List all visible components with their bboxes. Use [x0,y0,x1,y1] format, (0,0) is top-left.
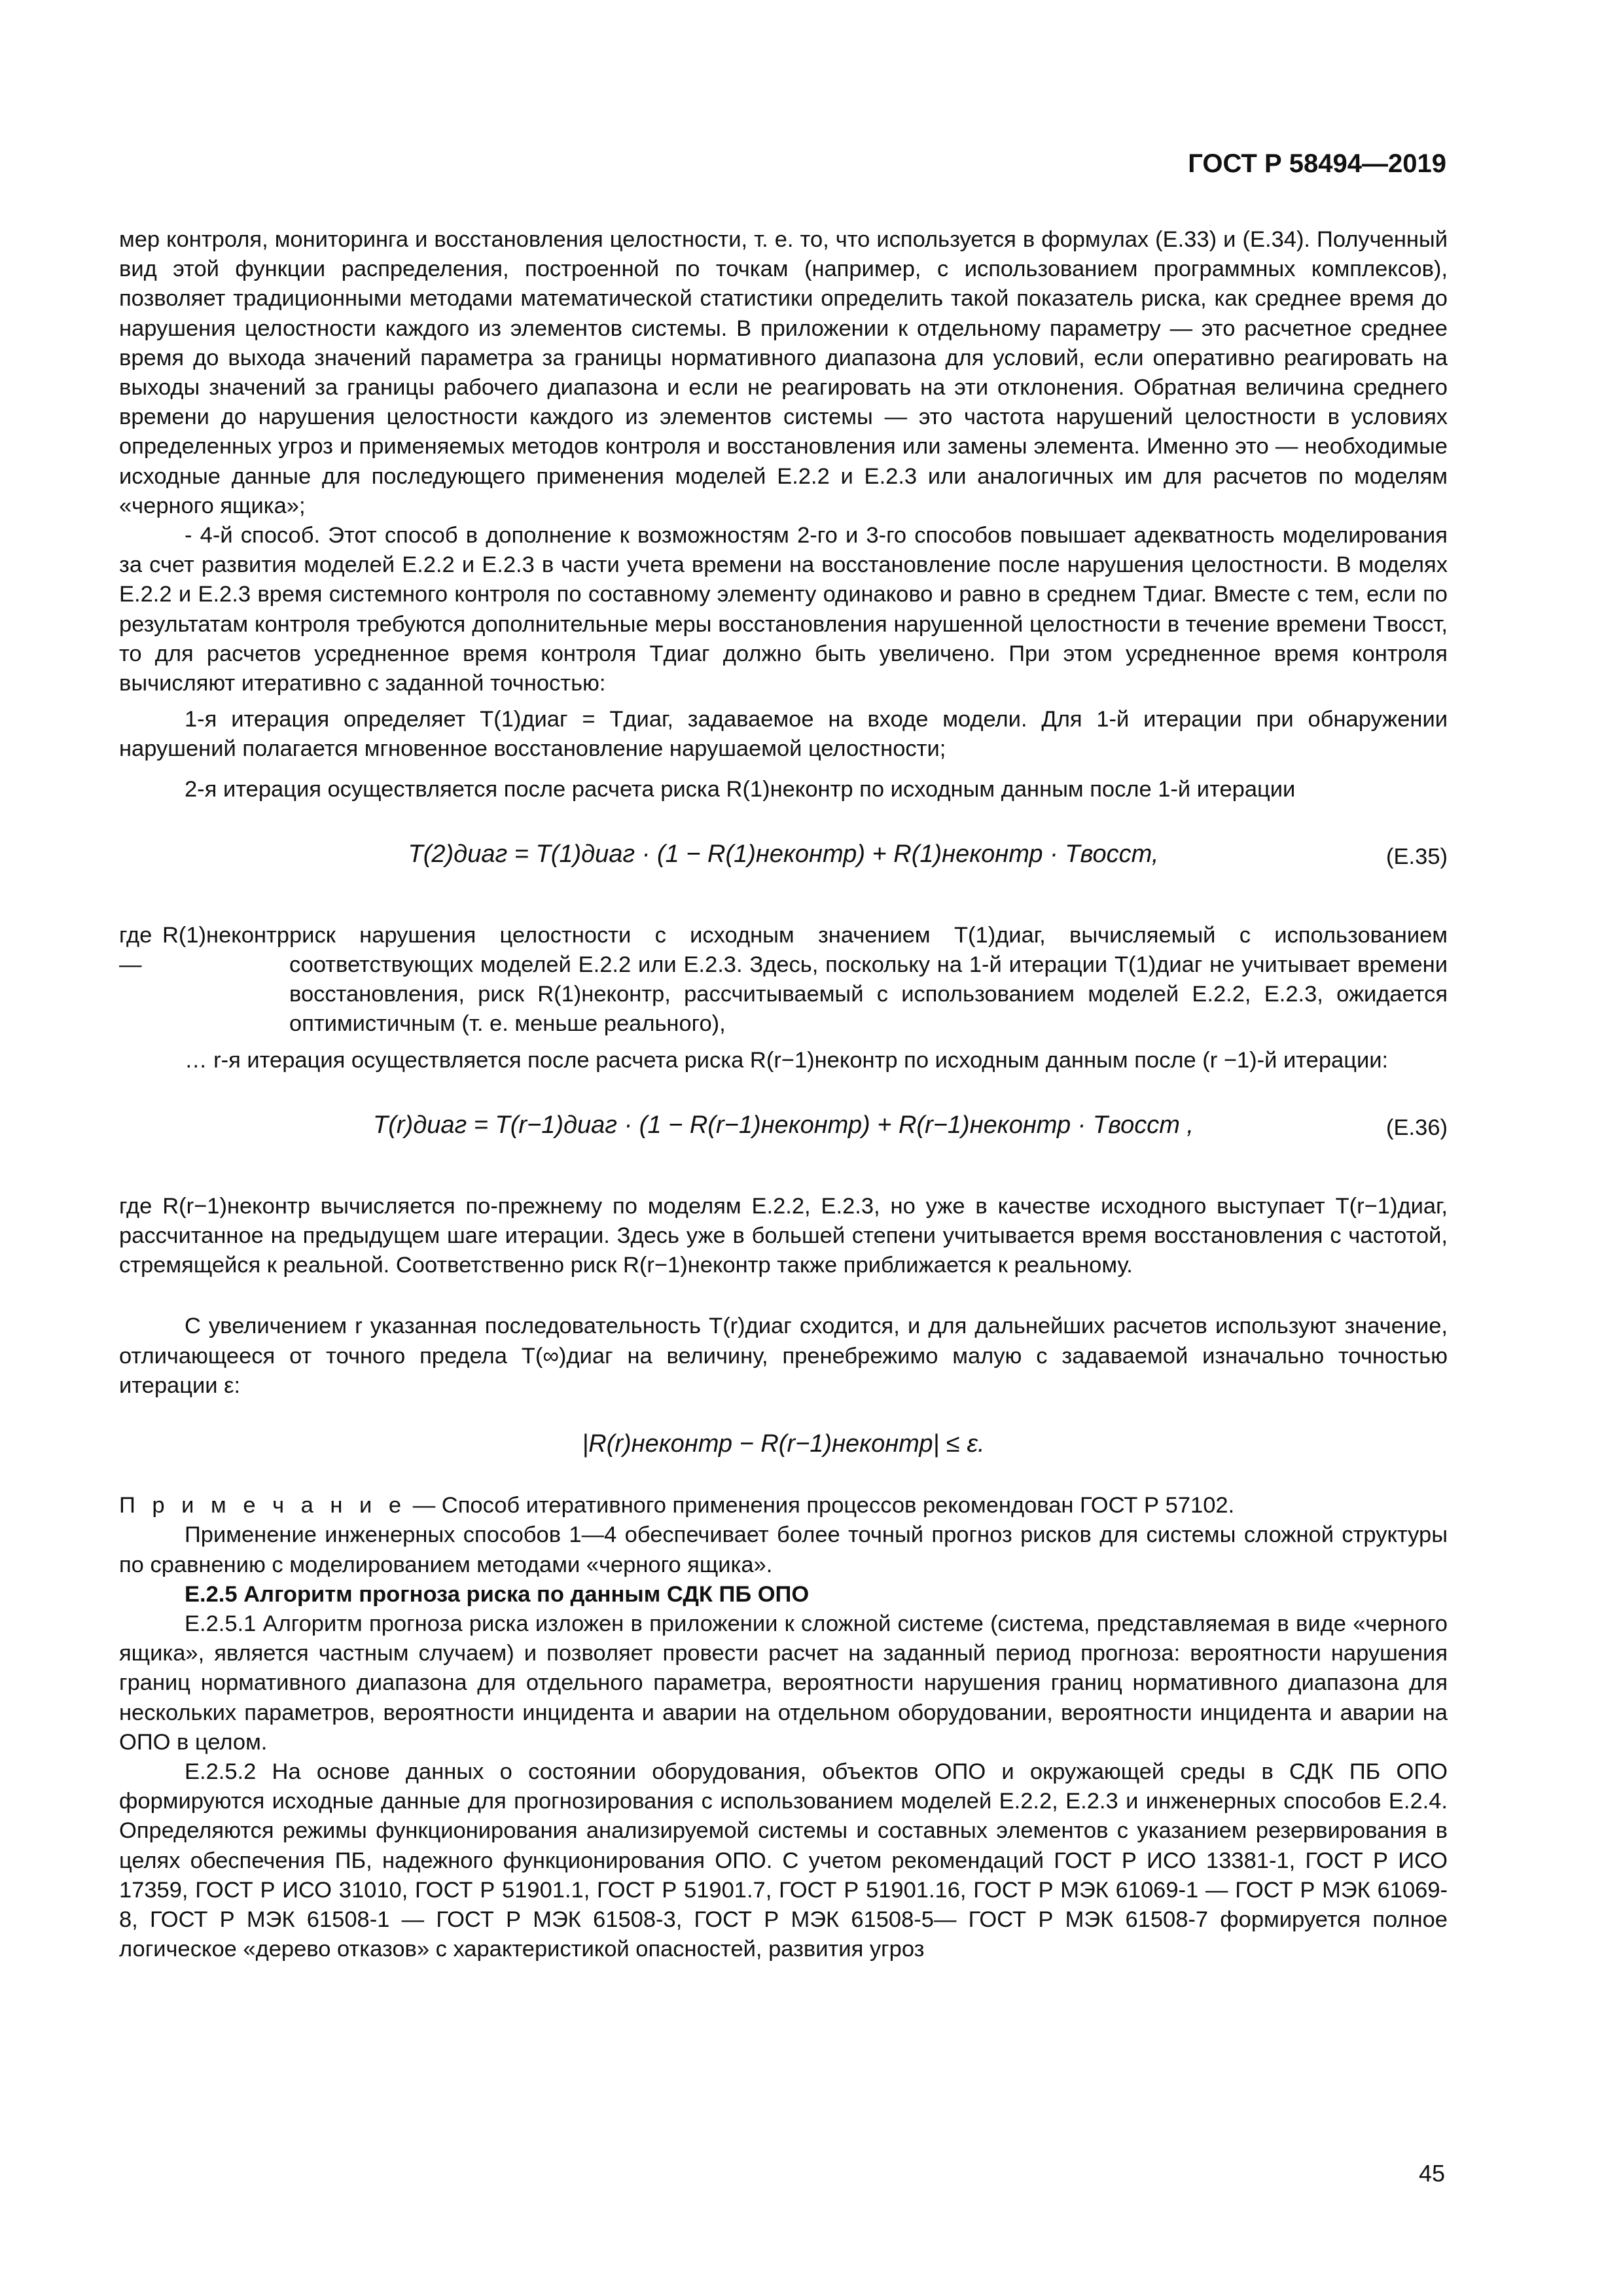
section-heading: Е.2.5 Алгоритм прогноза риска по данным СДК ПБ ОПО [185,1581,810,1607]
paragraph: Е.2.5.1 Алгоритм прогноза риска изложен в приложении к сложной системе (система, представляемая в виде «черного ящика», является частным случаем) и позволяет провести расчет на заданный период прогноза: вероятности нарушения границ нормативного диапазона для отдельного параметра, вероятности нарушения границ нормативного диапазона для нескольких параметров, вероятности инцидента и аварии на отдельном оборудовании, вероятности инцидента и аварии на ОПО в целом. [119,1611,1448,1755]
paragraph: Е.2.5.2 На основе данных о состоянии оборудования, объектов ОПО и окружающей среды в СДК ПБ ОПО формируются исходные данные для прогнозирования с использованием моделей Е.2.2, Е.2.3 и инженерных способов Е.2.4. Определяются режимы функционирования анализируемой системы и составных элементов с указанием резервирования в целях обеспечения ПБ, надежного функционирования ОПО. С учетом рекомендаций ГОСТ Р ИСО 13381-1, ГОСТ Р ИСО 17359, ГОСТ Р ИСО 31010, ГОСТ Р 51901.1, ГОСТ Р 51901.7, ГОСТ Р 51901.16, ГОСТ Р МЭК 61069-1 — ГОСТ Р МЭК 61069-8, ГОСТ Р МЭК 61508-1 — ГОСТ Р МЭК 61508-3, ГОСТ Р МЭК 61508-5— ГОСТ Р МЭК 61508-7 формируется полное логическое «дерево отказов» с характеристикой опасностей, развития угроз [119,1759,1448,1962]
formula-number: (Е.36) [1386,1115,1448,1140]
paragraph: 2-я итерация осуществляется после расчета риска R(1)неконтр по исходным данным после 1-й итерации [185,776,1296,802]
document-code: ГОСТ Р 58494—2019 [1188,149,1446,178]
paragraph: - 4-й способ. Этот способ в дополнение к возможностям 2-го и 3-го способов повышает адекватность моделирования за счет развития моделей Е.2.2 и Е.2.3 в части учета времени на восстановление после нарушения целостности. В моделях Е.2.2 и Е.2.3 время системного контроля по составному элементу одинаково и равно в среднем Tдиаг. Вместе с тем, если по результатам контроля требуются дополнительные меры восстановления нарушенной целостности в течение времени Tвосст, то для расчетов усредненное время контроля Tдиаг должно быть увеличено. При этом усредненное время контроля вычисляют итеративно с заданной точностью: [119,523,1448,696]
paragraph: мер контроля, мониторинга и восстановления целостности, т. е. то, что используется в формулах (Е.33) и (Е.34). Полученный вид этой функции распределения, построенной по точкам (например, с использованием программных комплексов), позволяет традиционными методами математической статистики определить такой показатель риска, как среднее время до нарушения целостности каждого из элементов системы. В приложении к отдельному параметру — это расчетное среднее время до выхода значений параметра за границы нормативного диапазона для условий, если оперативно реагировать на выходы значений за границы рабочего диапазона и если не реагировать на эти отклонения. Обратная величина среднего времени до нарушения целостности каждого из элементов системы — это частота нарушений целостности в условиях определенных угроз и применяемых методов контроля и восстановления или замены элемента. Именно это — необходимые исходные данные для последующего применения моделей Е.2.2 и Е.2.3 или аналогичных им для расчетов по моделям «черного ящика»; [119,227,1448,518]
note-label: П р и м е ч а н и е [119,1493,407,1518]
paragraph: где R(r−1)неконтр вычисляется по-прежнему по моделям Е.2.2, Е.2.3, но уже в качестве исходного выступает T(r−1)диаг, рассчитанное на предыдущем шаге итерации. Здесь уже в большей степени учитывается время восстановления с частотой, стремящейся к реальной. Соответственно риск R(r−1)неконтр также приближается к реальному. [119,1193,1448,1278]
formula-expression: T(2)диаг = T(1)диаг · (1 − R(1)неконтр) + R(1)неконтр · Tвосст, [408,840,1159,868]
formula-epsilon [119,1410,1448,1482]
where-block [119,921,1448,1039]
paragraph: 1-я итерация определяет T(1)диаг = Tдиаг, задаваемое на входе модели. Для 1-й итерации при обнаружении нарушений полагается мгновенное восстановление нарушаемой целостности; [119,707,1448,762]
formula-expression: T(r)диаг = T(r−1)диаг · (1 − R(r−1)неконтр) + R(r−1)неконтр · Tвосст , [373,1111,1194,1139]
formula-number: (Е.35) [1386,844,1448,869]
page-number: 45 [1418,2160,1445,2187]
where-body: риск нарушения целостности с исходным значением T(1)диаг, вычисляемый с использованием соответствующих моделей Е.2.2 или Е.2.3. Здесь, поскольку на 1-й итерации T(1)диаг не учитывает времени восстановления, риск R(1)неконтр, рассчитываемый с использованием моделей Е.2.2, Е.2.3, ожидается оптимистичным (т. е. меньше реального), [289,922,1448,1037]
formula-e36 [119,1085,1448,1183]
note [119,1491,1448,1520]
paragraph: Применение инженерных способов 1—4 обеспечивает более точный прогноз рисков для системы сложной структуры по сравнению с моделированием методами «черного ящика». [119,1522,1448,1577]
formula-e35 [119,814,1448,912]
formula-expression: |R(r)неконтр − R(r−1)неконтр| ≤ ε. [582,1430,985,1458]
body-text [119,225,1448,1964]
note-text: — Способ итеративного применения процессов рекомендован ГОСТ Р 57102. [406,1493,1235,1518]
where-label: где R(1)неконтр — [119,922,289,978]
paragraph: С увеличением r указанная последовательность T(r)диаг сходится, и для дальнейших расчетов используют значение, отличающееся от точного предела T(∞)диаг на величину, пренебрежимо малую с задаваемой изначально точностью итерации ε: [119,1314,1448,1398]
paragraph: … r-я итерация осуществляется после расчета риска R(r−1)неконтр по исходным данным после (r −1)-й итерации: [185,1047,1389,1073]
